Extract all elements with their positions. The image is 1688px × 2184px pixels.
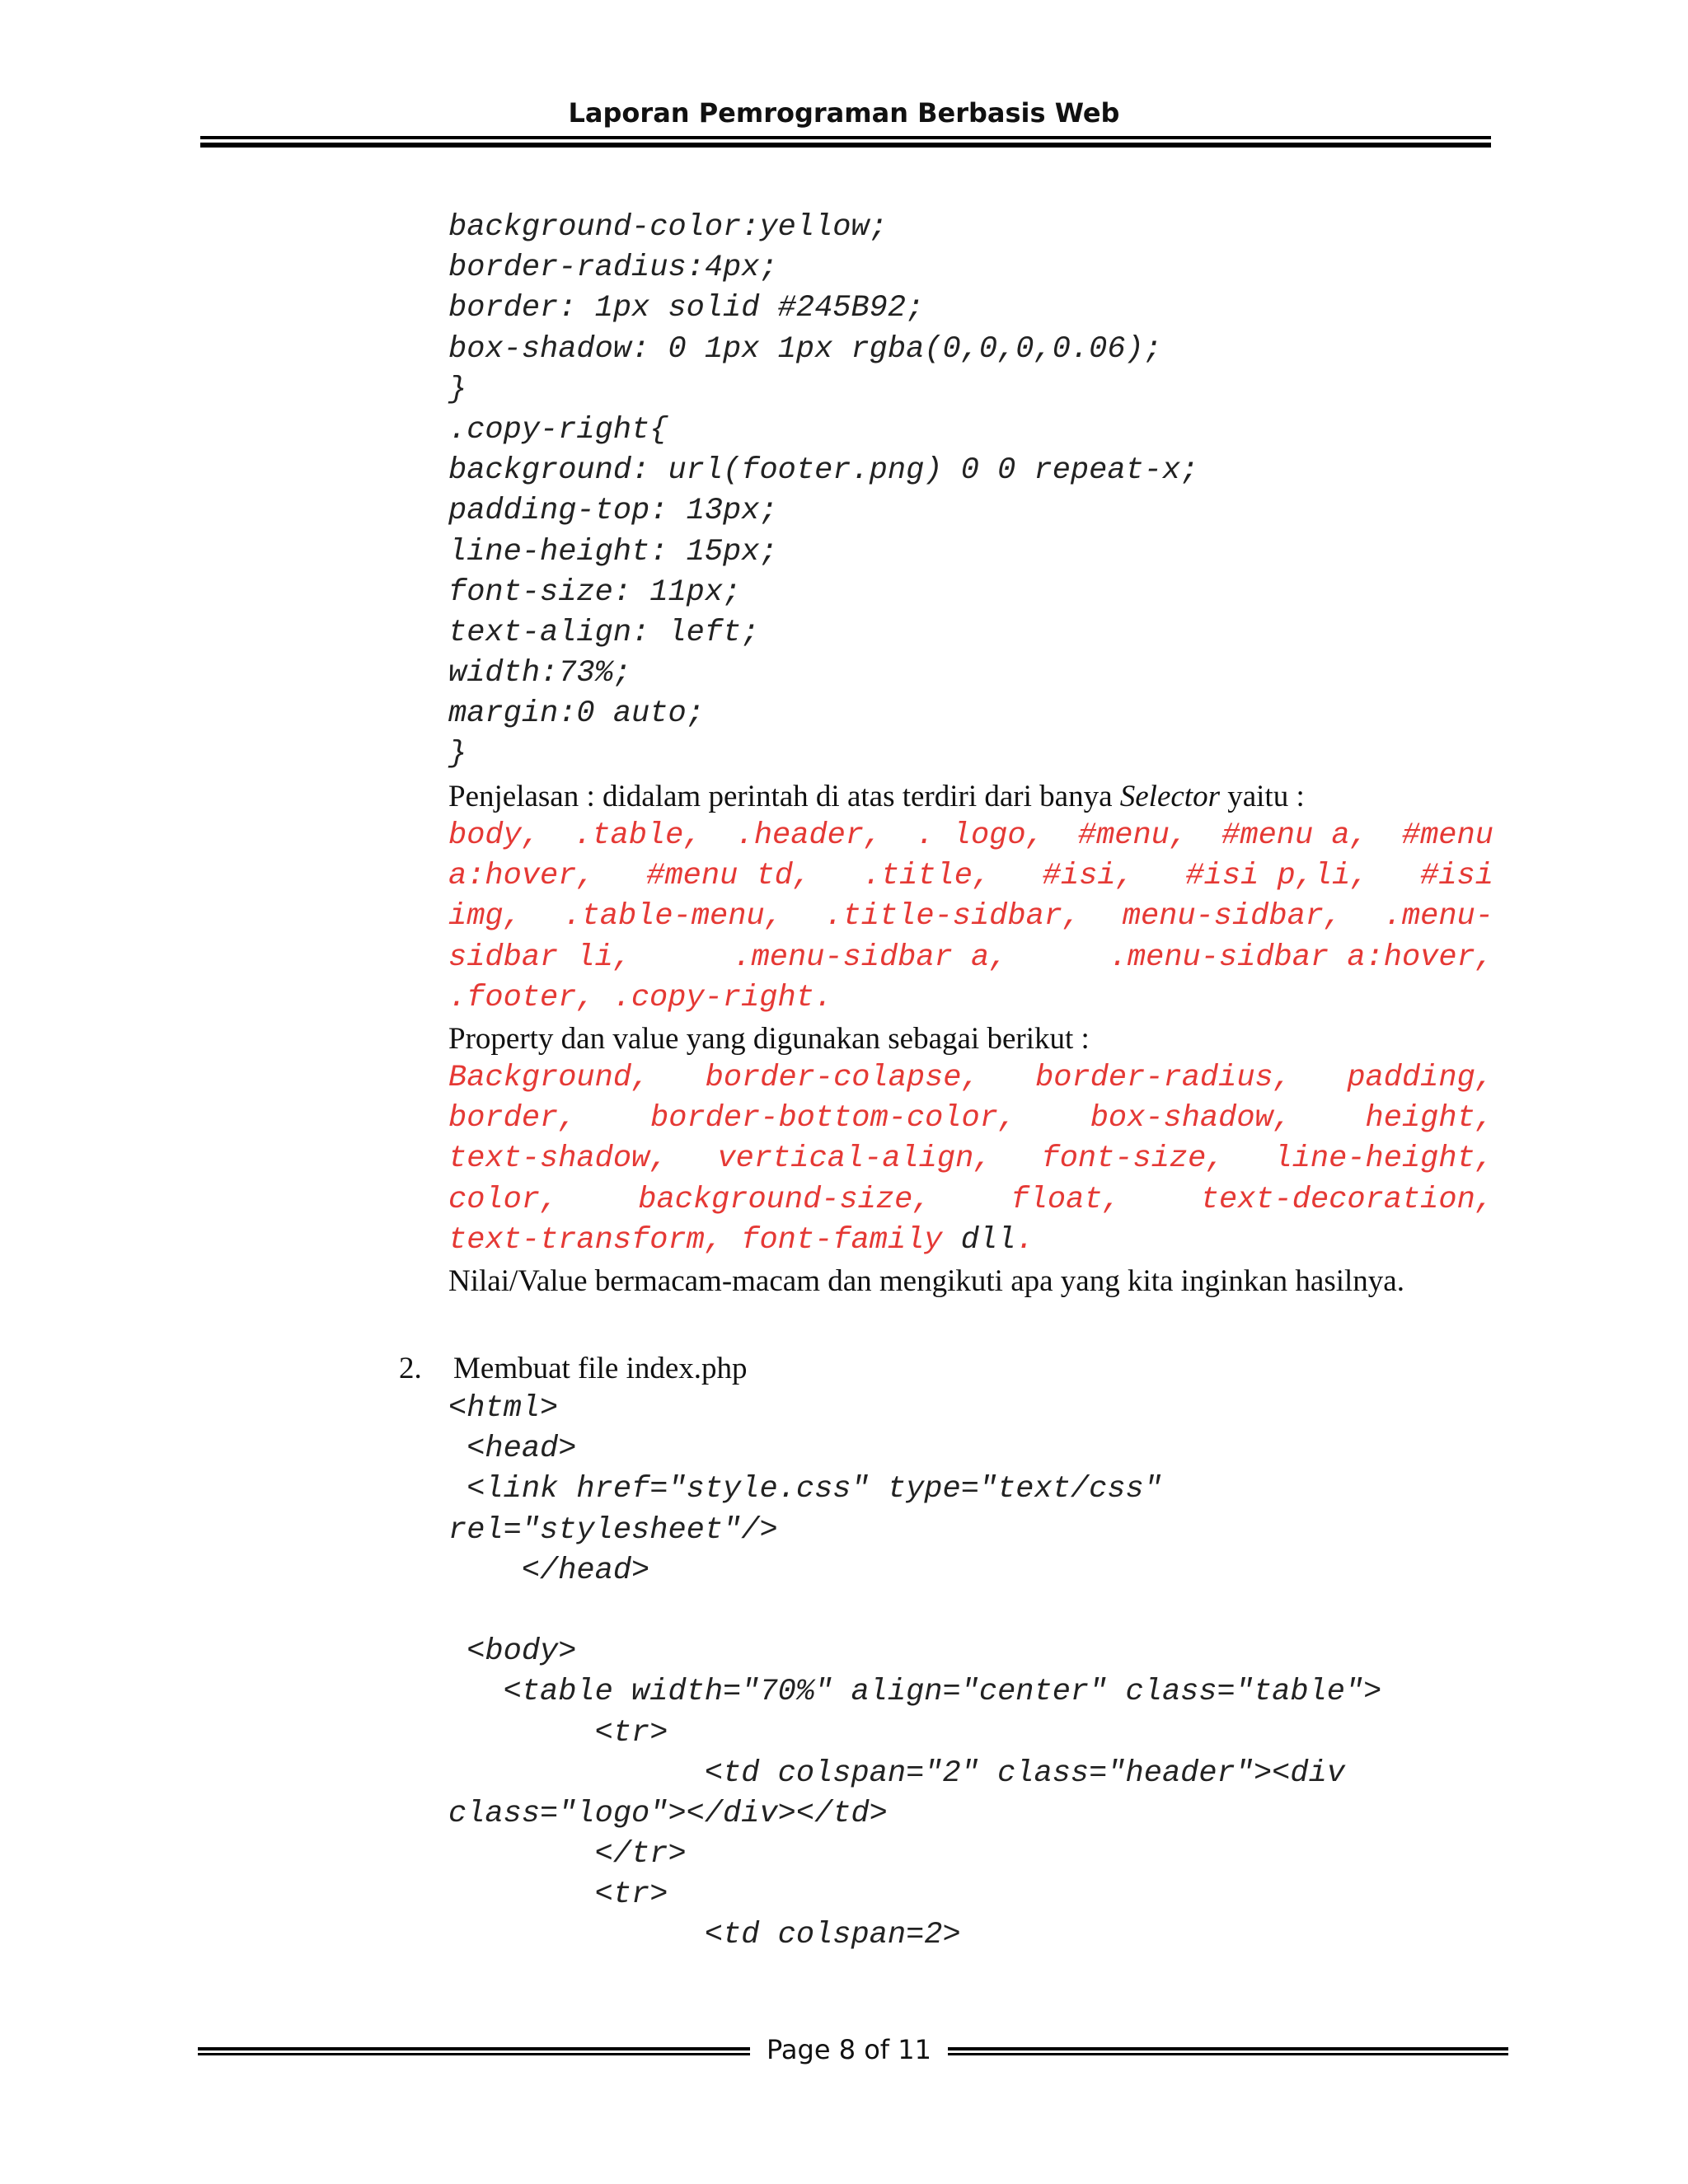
code-line: box-shadow: 0 1px 1px rgba(0,0,0,0.06); <box>448 331 1162 367</box>
selector-line <box>448 978 1493 1019</box>
code-line: <td colspan=2> <box>448 1918 961 1953</box>
selector-token: .header, <box>735 818 883 853</box>
selector-token: #menu td, <box>646 859 812 894</box>
selector-token: .footer, <box>448 980 595 1015</box>
selector-token: menu-sidbar, <box>1122 899 1343 935</box>
html-code-block <box>448 1389 1381 1957</box>
code-line: border-radius:4px; <box>448 251 778 286</box>
code-line: </tr> <box>448 1837 687 1872</box>
page-number: Page 8 of 11 <box>767 2034 931 2065</box>
code-line: background-color:yellow; <box>448 210 888 245</box>
property-token: color, <box>448 1182 559 1217</box>
selector-token: . logo, <box>916 818 1044 853</box>
selector-line <box>448 816 1493 856</box>
period: . <box>1015 1222 1034 1258</box>
code-line: <td colspan="2" class="header"><div <box>448 1755 1345 1791</box>
step-title: Membuat file index.php <box>453 1352 748 1385</box>
property-token: box-shadow, <box>1090 1101 1292 1137</box>
selector-token: .menu-sidbar a, <box>733 940 1008 975</box>
property-line <box>448 1139 1493 1179</box>
selector-token: .menu- <box>1383 899 1493 935</box>
property-token: border, <box>448 1101 577 1137</box>
footer-rule-right <box>948 2047 1508 2055</box>
property-token: border-bottom-color, <box>650 1101 1017 1137</box>
selector-token: #menu, <box>1077 818 1189 853</box>
property-token: vertical-align, <box>717 1141 992 1177</box>
property-token: line-height, <box>1273 1141 1493 1177</box>
property-intro: Property dan value yang digunakan sebagai berikut : <box>448 1022 1090 1056</box>
property-line <box>448 1180 1493 1221</box>
dll-text: dll <box>960 1222 1016 1258</box>
selector-token: .title-sidbar, <box>824 899 1081 935</box>
header-rule <box>200 136 1491 144</box>
code-line: margin:0 auto; <box>448 696 705 732</box>
code-line: border: 1px solid #245B92; <box>448 291 925 326</box>
code-line: <body> <box>448 1634 577 1670</box>
page-header-title: Laporan Pemrograman Berbasis Web <box>568 97 1120 129</box>
property-token: border-colapse, <box>705 1061 980 1095</box>
property-list <box>448 1058 1493 1261</box>
selector-token: a:hover, <box>448 859 595 894</box>
selector-token: .copy-right. <box>612 980 833 1015</box>
property-token: padding, <box>1347 1061 1493 1095</box>
step-2-heading <box>399 1348 748 1389</box>
step-number: 2. <box>399 1352 422 1385</box>
selector-list <box>448 816 1493 1019</box>
code-line: } <box>448 737 467 772</box>
code-line: padding-top: 13px; <box>448 494 778 529</box>
selector-line <box>448 897 1493 937</box>
code-line: font-size: 11px; <box>448 574 742 610</box>
selector-token: .menu-sidbar a:hover, <box>1109 940 1493 975</box>
property-line <box>448 1058 1493 1099</box>
code-line: <tr> <box>448 1715 668 1750</box>
css-code-block <box>448 208 1198 776</box>
selector-term: Selector <box>1119 780 1220 813</box>
code-line <box>448 1591 1381 1632</box>
property-line <box>448 1221 1493 1261</box>
code-line: .copy-right{ <box>448 412 668 448</box>
selector-token: #isi p,li, <box>1185 859 1369 894</box>
code-line: <table width="70%" align="center" class="table"> <box>448 1675 1382 1710</box>
code-line: <tr> <box>448 1877 668 1913</box>
code-line: class="logo"></div></td> <box>448 1796 888 1831</box>
explanation-intro: Penjelasan : didalam perintah di atas terdiri dari banya Selector yaitu : <box>448 780 1305 813</box>
property-token: text-shadow, <box>448 1141 668 1177</box>
selector-token: #menu a, <box>1221 818 1368 853</box>
selector-token: .table-menu, <box>563 899 783 935</box>
selector-token: .table, <box>574 818 702 853</box>
selector-token: img, <box>448 899 522 935</box>
property-line <box>448 1099 1493 1139</box>
code-line: text-align: left; <box>448 615 760 650</box>
property-token: border-radius, <box>1035 1061 1292 1095</box>
property-token: text-decoration, <box>1200 1182 1493 1217</box>
property-token: text-transform, font-family <box>448 1222 961 1258</box>
code-line: } <box>448 372 467 407</box>
code-line: width:73%; <box>448 656 632 691</box>
code-line: <head> <box>448 1432 577 1467</box>
selector-token: sidbar li, <box>448 940 632 975</box>
property-token: background-size, <box>638 1182 931 1217</box>
selector-token: .title, <box>862 859 992 894</box>
code-line: <link href="style.css" type="text/css" <box>448 1472 1162 1507</box>
property-token: height, <box>1365 1101 1493 1137</box>
footer-rule-left <box>198 2047 750 2055</box>
selector-line <box>448 938 1493 978</box>
property-token: float, <box>1010 1182 1121 1217</box>
code-line: background: url(footer.png) 0 0 repeat-x; <box>448 453 1199 489</box>
value-note: Nilai/Value bermacam-macam dan mengikuti apa yang kita inginkan hasilnya. <box>448 1264 1404 1298</box>
property-token: font-size, <box>1041 1141 1225 1177</box>
selector-token: body, <box>448 818 541 853</box>
page-footer <box>0 2029 1688 2070</box>
selector-token: #isi, <box>1042 859 1134 894</box>
selector-token: #menu <box>1401 818 1493 853</box>
property-token: Background, <box>448 1061 650 1095</box>
selector-line <box>448 856 1493 897</box>
code-line: <html> <box>448 1391 559 1426</box>
selector-token: #isi <box>1420 859 1493 894</box>
code-line: </head> <box>448 1553 650 1588</box>
code-line: rel="stylesheet"/> <box>448 1512 778 1548</box>
code-line: line-height: 15px; <box>448 534 778 569</box>
